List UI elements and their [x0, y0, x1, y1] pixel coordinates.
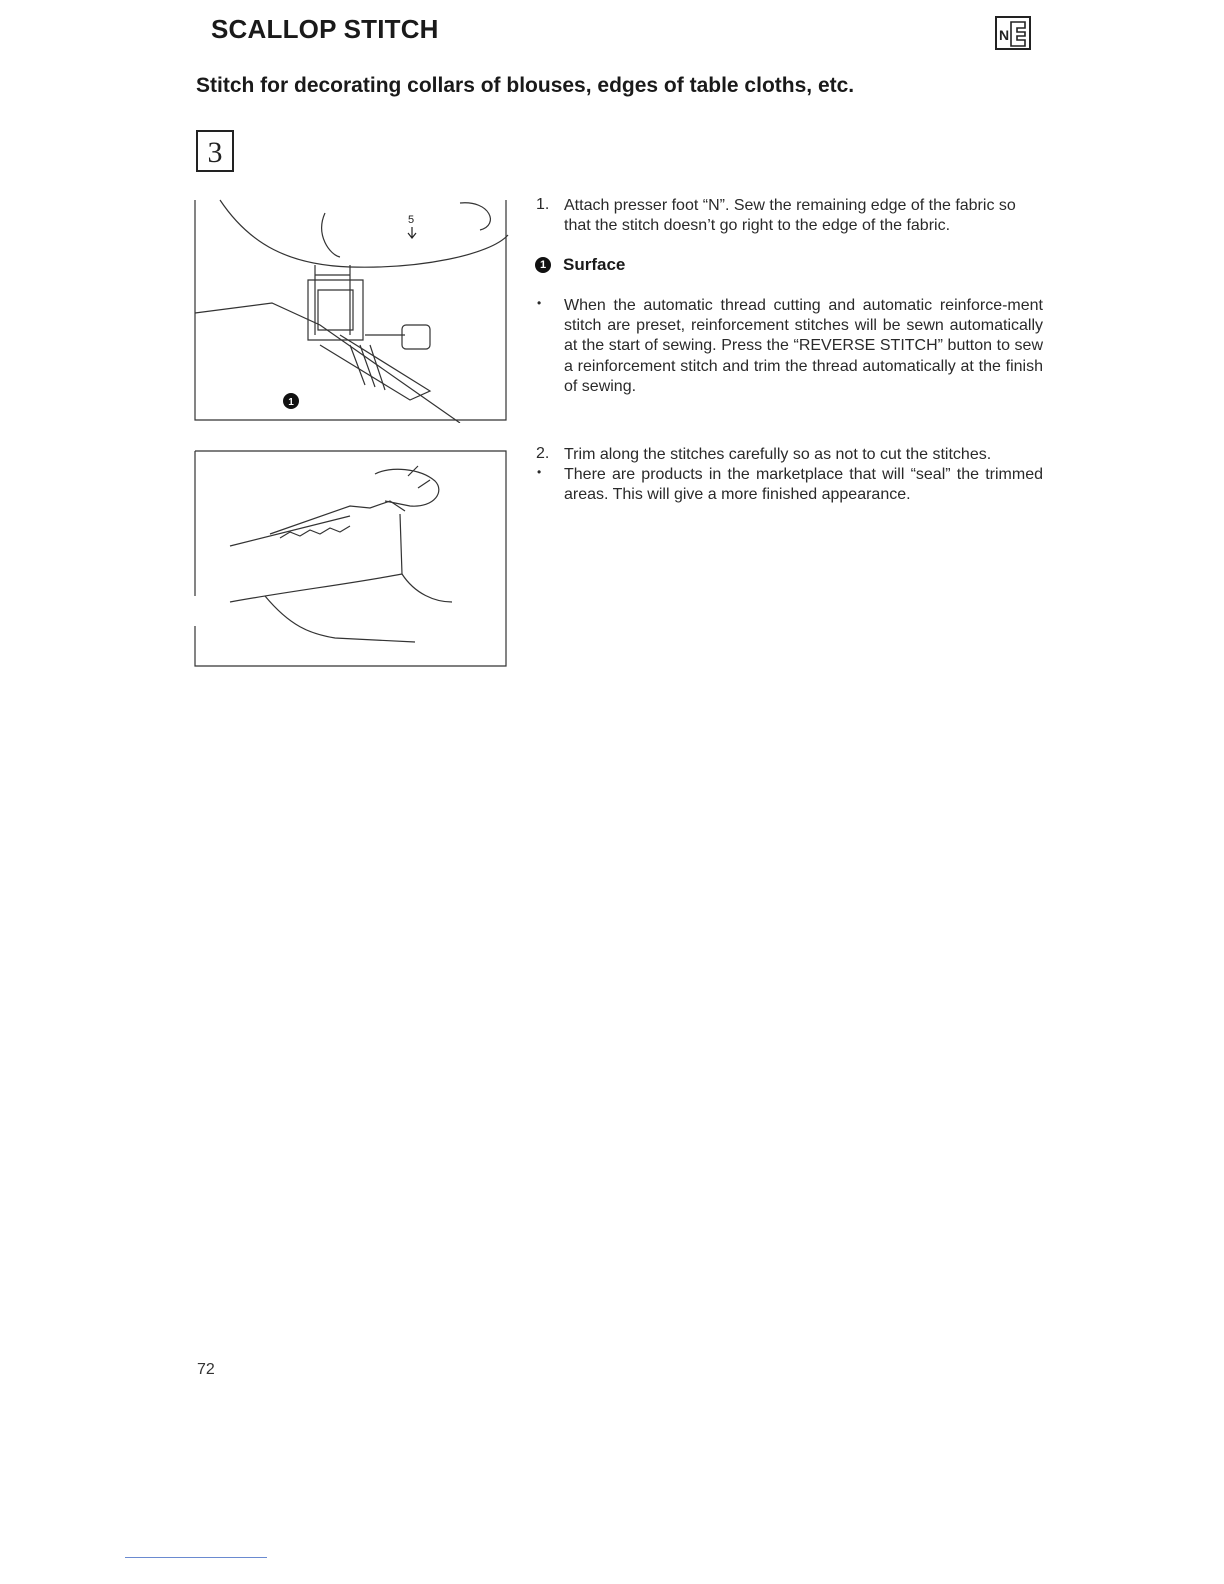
- step-2-text: Trim along the stitches carefully so as not to cut the stitches.: [564, 446, 992, 463]
- section-subtitle: Stitch for decorating collars of blouses, edges of table cloths, etc.: [196, 74, 855, 97]
- trimming-illustration: [190, 446, 510, 668]
- step-1-text: Attach presser foot “N”. Sew the remaining edge of the fabric so that the stitch doesn’t go right to the edge of the fabric.: [564, 197, 1016, 235]
- presser-foot-n-icon: [995, 16, 1031, 50]
- presser-foot-illustration: [190, 195, 510, 423]
- stitch-number: 3: [207, 136, 223, 169]
- page-title: SCALLOP STITCH: [211, 14, 439, 44]
- footer-divider: [125, 1557, 267, 1558]
- note-2-bullet: •: [537, 465, 542, 479]
- note-2-text: There are products in the marketplace that will “seal” the trimmed areas. This will give a more finished appearance.: [564, 466, 1043, 504]
- legend-marker: 1: [535, 257, 551, 273]
- figure-marker: 1: [288, 397, 294, 408]
- needle-position-label: 5: [408, 214, 415, 226]
- icon-letter: N: [999, 27, 1010, 43]
- step-2-number: 2.: [536, 445, 550, 462]
- legend-label: Surface: [563, 255, 626, 274]
- step-1-number: 1.: [536, 196, 550, 213]
- note-1-bullet: •: [537, 296, 542, 310]
- note-1-text: When the automatic thread cutting and automatic reinforce-ment stitch are preset, reinforcement stitches will be sewn automatically at the start of sewing. Press the “REVERSE STITCH” button to sew a reinforcement stitch and trim the thread automatically at the finish of sewing.: [564, 297, 1043, 395]
- page-number: 72: [197, 1361, 215, 1378]
- stitch-number-box: [196, 130, 234, 172]
